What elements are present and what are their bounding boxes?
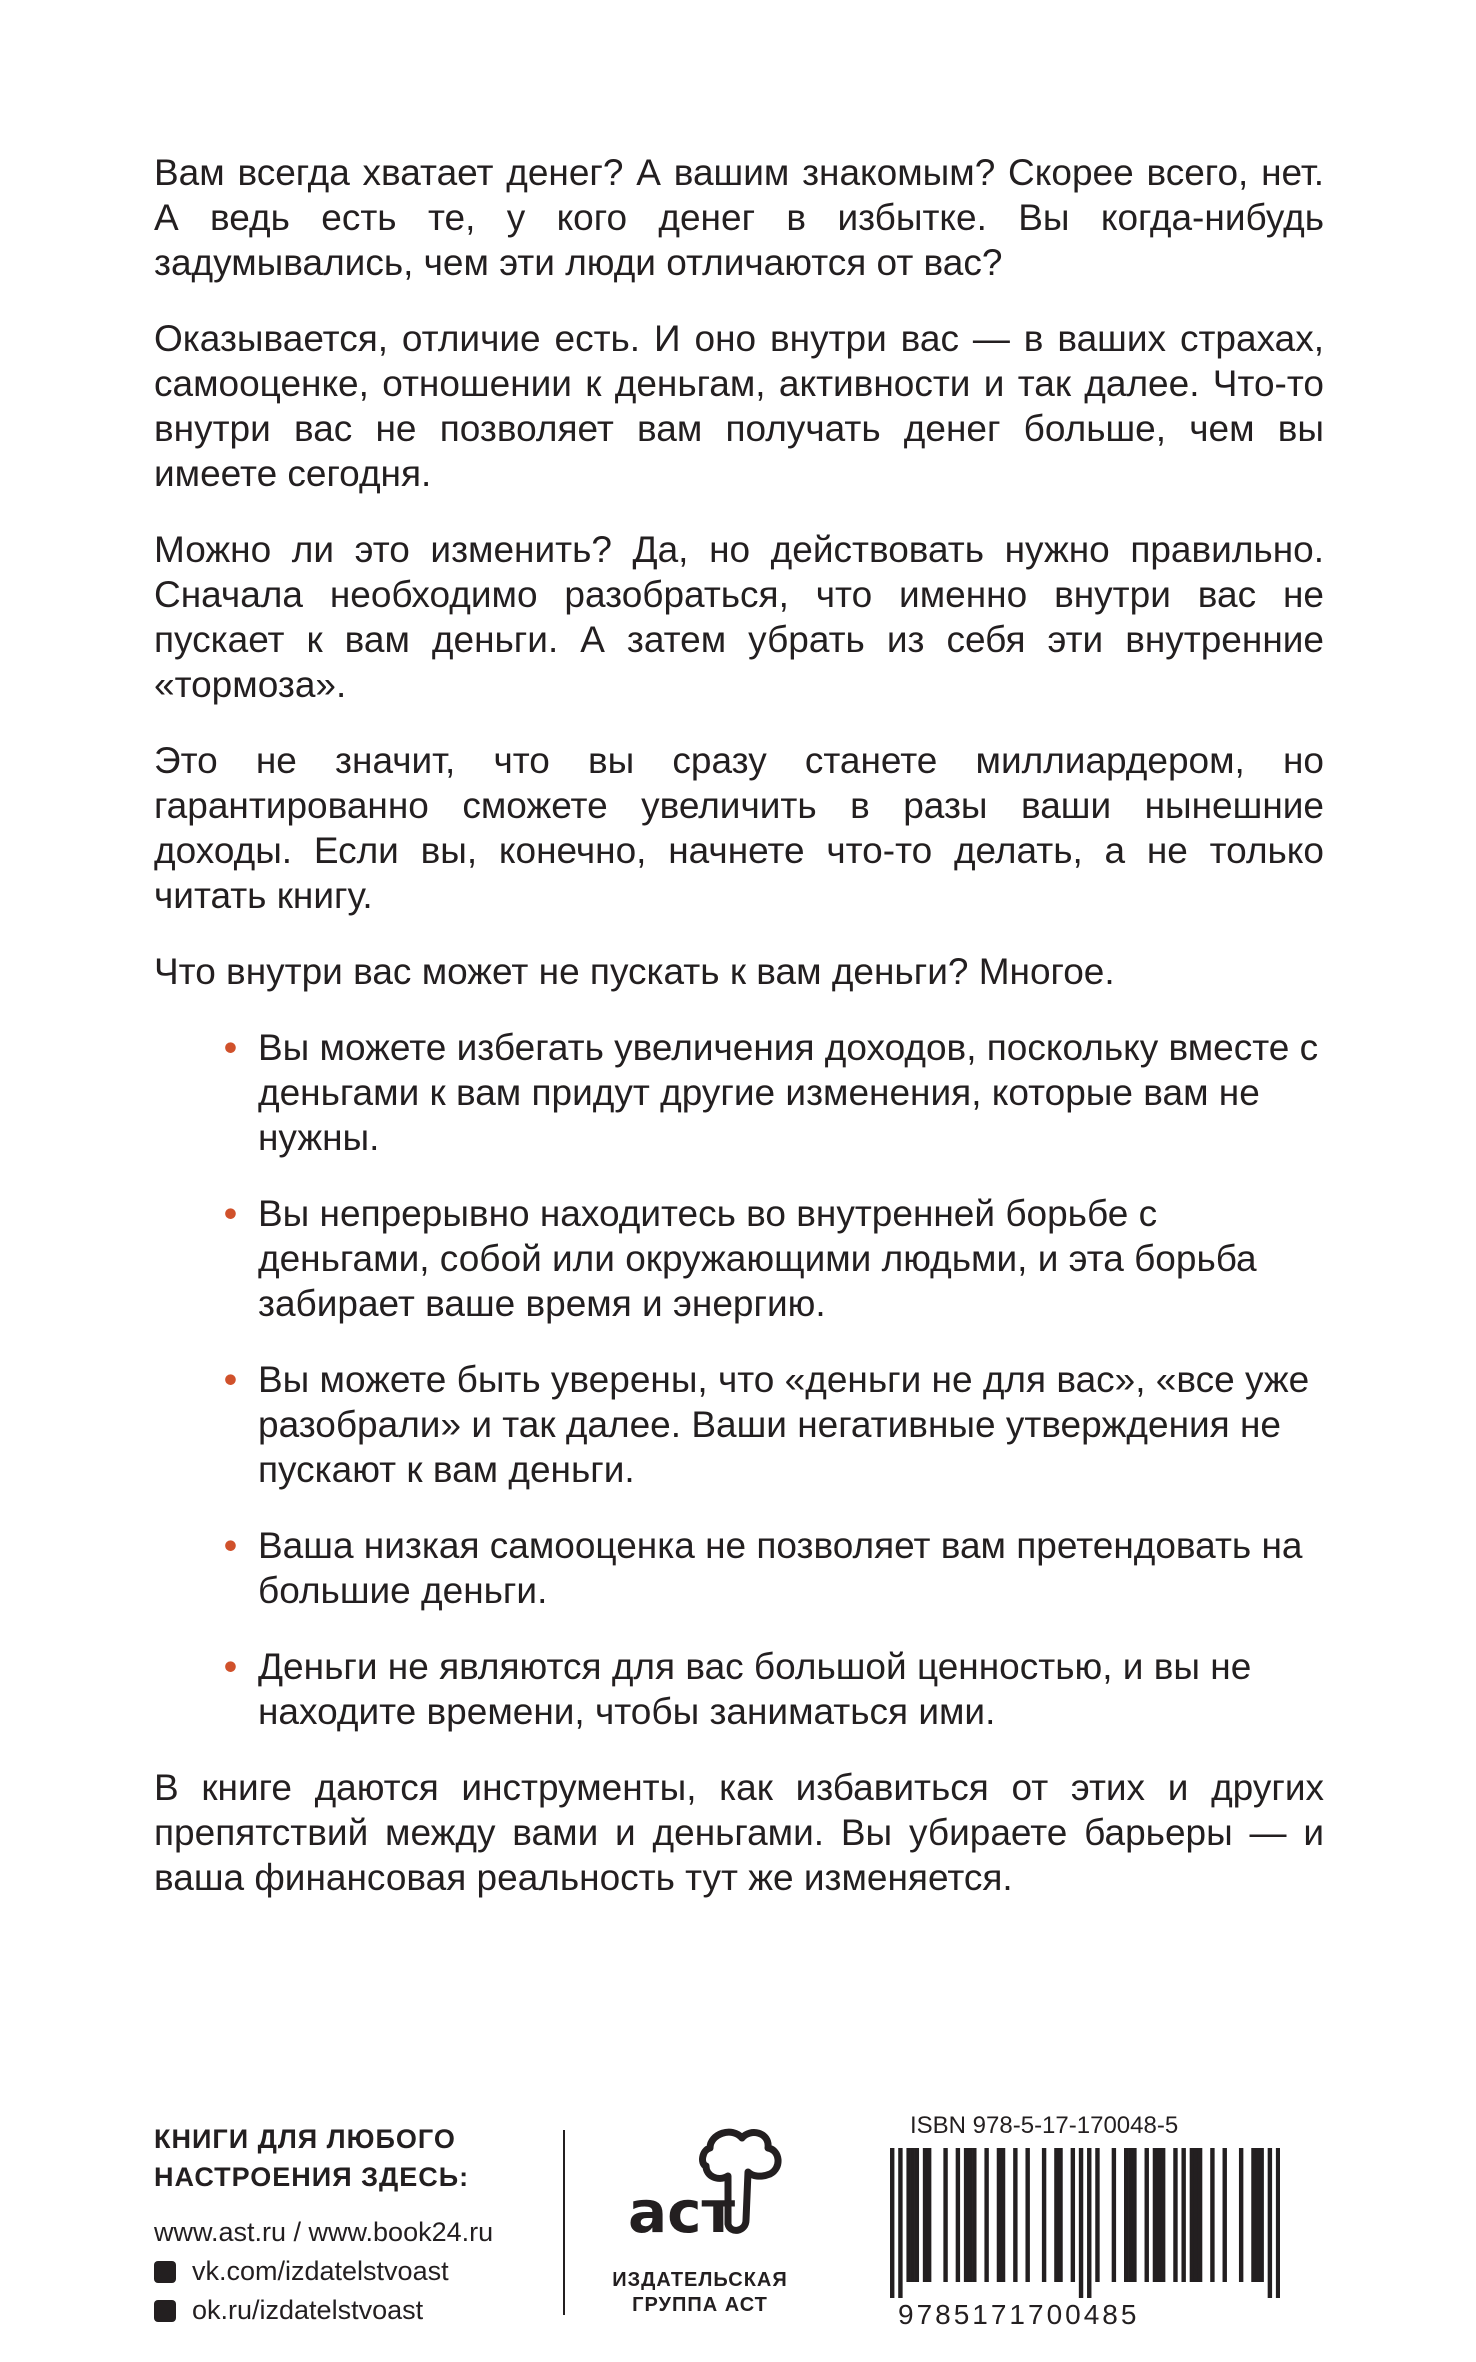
barcode-digits: 9785171700485: [898, 2299, 1140, 2330]
barcode-bar: [1054, 2148, 1058, 2282]
barcode-bar: [1276, 2148, 1280, 2298]
publisher-logo: [600, 2120, 800, 2325]
barcode-bar: [1198, 2148, 1202, 2282]
footer-headline-line-2: НАСТРОЕНИЯ ЗДЕСЬ:: [154, 2162, 470, 2192]
barcode-bar: [1001, 2148, 1005, 2282]
barcode-bar: [890, 2148, 894, 2298]
bullet-marker: •: [224, 1359, 237, 1400]
barcode-bar: [984, 2148, 988, 2282]
barcode-bar: [1153, 2148, 1157, 2282]
barcode-bar: [968, 2148, 972, 2282]
sites-link[interactable]: [154, 2214, 574, 2251]
barcode-bar: [1251, 2148, 1255, 2282]
bullet-marker: •: [224, 1193, 237, 1234]
barcode-bar: [1268, 2148, 1272, 2298]
list-item: [224, 1357, 1324, 1492]
intro-paragraph-5: Что внутри вас может не пускать к вам деньги? Многое.: [154, 951, 1115, 992]
isbn-label: ISBN 978-5-17-170048-5: [910, 2112, 1179, 2139]
intro-paragraph-1: Вам всегда хватает денег? А вашим знакомым? Скорее всего, нет. А ведь есть те, у кого денег в избытке. Вы когда-нибудь задумывались, чем эти люди отличаются от вас?: [154, 152, 1324, 283]
intro-paragraph-2: Оказывается, отличие есть. И оно внутри вас — в ваших страхах, самооценке, отношении к деньгам, активности и так далее. Что-то внутри вас не позволяет вам получать денег больше, чем вы имеете сегодня.: [154, 318, 1324, 494]
bullet-text: Ваша низкая самооценка не позволяет вам претендовать на большие деньги.: [258, 1525, 1303, 1611]
sites-link-text[interactable]: www.ast.ru / www.book24.ru: [154, 2217, 494, 2247]
barcode-bar: [1058, 2148, 1062, 2282]
barcode-bar: [906, 2148, 910, 2282]
barcode-bar: [1145, 2148, 1149, 2282]
isbn-block: [890, 2112, 1300, 2330]
barcode-bar: [927, 2148, 931, 2282]
barcode-bar: [1087, 2148, 1091, 2298]
annotation-text: [154, 150, 1324, 1931]
list-item: [224, 1025, 1324, 1160]
barcode-bar: [1079, 2148, 1083, 2298]
barcode-bar: [956, 2148, 960, 2282]
bullet-list: [154, 1025, 1324, 1734]
footer-divider: [563, 2130, 565, 2315]
barcode-bar: [1194, 2148, 1198, 2282]
ok-square-icon: [154, 2300, 176, 2322]
footer-headline: [154, 2120, 574, 2196]
bullet-marker: •: [224, 1027, 237, 1068]
bullet-marker: •: [224, 1646, 237, 1687]
barcode-bar: [1128, 2148, 1132, 2282]
barcode-bar: [1157, 2148, 1161, 2282]
barcode-bar: [1255, 2148, 1259, 2282]
barcode-icon: [890, 2148, 1280, 2298]
bullet-text: Деньги не являются для вас большой ценностью, и вы не находите времени, чтобы заниматься ими.: [258, 1646, 1252, 1732]
barcode-bar: [972, 2148, 976, 2282]
list-item: [224, 1644, 1324, 1734]
barcode-bar: [1173, 2148, 1177, 2282]
ok-link[interactable]: [154, 2292, 574, 2329]
barcode-bar: [1190, 2148, 1194, 2282]
barcode-bar: [1071, 2148, 1075, 2282]
barcode-bar: [1013, 2148, 1017, 2282]
barcode-bar: [1132, 2148, 1136, 2282]
intro-paragraph-3: Можно ли это изменить? Да, но действовать нужно правильно. Сначала необходимо разобраться, что именно внутри вас не пускает к вам деньги. А затем убрать из себя эти внутренние «тормоза».: [154, 529, 1324, 705]
bullet-text: Вы можете быть уверены, что «деньги не для вас», «все уже разобрали» и так далее. Ваши негативные утверждения не пускают к вам деньги.: [258, 1359, 1310, 1490]
barcode-bar: [1124, 2148, 1128, 2282]
footer-links: [154, 2120, 574, 2331]
bullet-text: Вы непрерывно находитесь во внутренней борьбе с деньгами, собой или окружающими людьми, и эта борьба забирает ваше время и энергию.: [258, 1193, 1257, 1324]
barcode-bar: [1181, 2148, 1185, 2282]
ast-logo-icon: [610, 2120, 790, 2260]
outro-paragraph: В книге даются инструменты, как избавиться от этих и других препятствий между вами и деньгами. Вы убираете барьеры — и ваша финансовая реальность тут же изменяется.: [154, 1767, 1324, 1898]
logo-caption-line-2: ГРУППА АСТ: [632, 2294, 768, 2316]
vk-link-text[interactable]: vk.com/izdatelstvoast: [192, 2256, 449, 2286]
logo-text: аст: [628, 2178, 736, 2246]
barcode-bar: [1161, 2148, 1165, 2282]
barcode-bar: [915, 2148, 919, 2282]
list-item: [224, 1523, 1324, 1613]
barcode-bar: [1223, 2148, 1227, 2282]
logo-caption: [600, 2268, 800, 2318]
barcode-bar: [1042, 2148, 1046, 2282]
bullet-marker: •: [224, 1525, 237, 1566]
barcode-bar: [964, 2148, 968, 2282]
vk-link[interactable]: [154, 2253, 574, 2290]
barcode-bar: [1259, 2148, 1263, 2282]
footer-headline-line-1: КНИГИ ДЛЯ ЛЮБОГО: [154, 2124, 456, 2154]
barcode-bar: [911, 2148, 915, 2282]
barcode-bar: [1210, 2148, 1214, 2282]
list-item: [224, 1191, 1324, 1326]
barcode-bar: [943, 2148, 947, 2282]
barcode-bar: [923, 2148, 927, 2282]
logo-caption-line-1: ИЗДАТЕЛЬСКАЯ: [612, 2269, 788, 2291]
barcode-bar: [1025, 2148, 1029, 2282]
barcode-bars: [890, 2148, 1280, 2298]
intro-paragraph-4: Это не значит, что вы сразу станете миллиардером, но гарантированно сможете увеличить в разы ваши нынешние доходы. Если вы, конечно, начнете что-то делать, а не только читать книгу.: [154, 740, 1324, 916]
barcode-bar: [997, 2148, 1001, 2282]
barcode-bar: [1112, 2148, 1116, 2282]
barcode-bar: [1095, 2148, 1099, 2282]
bullet-text: Вы можете избегать увеличения доходов, поскольку вместе с деньгами к вам придут другие изменения, которые вам не нужны.: [258, 1027, 1319, 1158]
barcode-bar: [898, 2148, 902, 2298]
vk-square-icon: [154, 2261, 176, 2283]
ok-link-text[interactable]: ok.ru/izdatelstvoast: [192, 2295, 424, 2325]
barcode-bar: [1239, 2148, 1243, 2282]
